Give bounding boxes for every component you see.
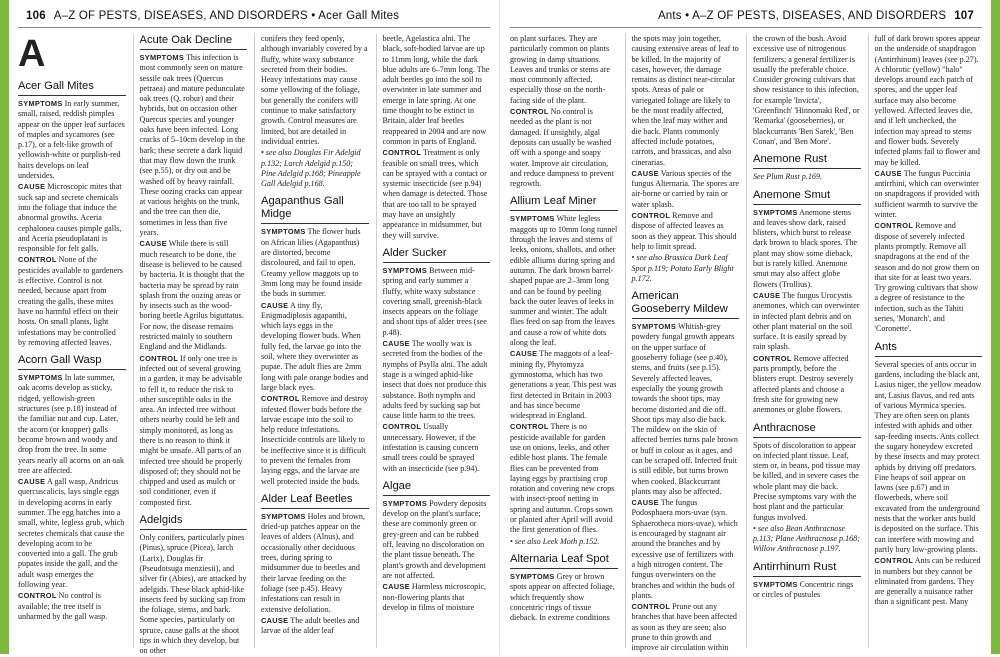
entry-paragraph [261, 616, 369, 637]
field-label: SYMPTOMS [261, 227, 306, 237]
paragraph-text: the crown of the bush. Avoid excessive use of nitrogenous fertilizers; a general fertilizer is usually the preferable choice. Consider growing cultivars that show resistance to this infection, for example 'Invicta', 'Greenfinch' 'Hinnomaki Red', or 'Remarka' (gooseberries), or blackcurrants 'Ben Sarek', 'Ben Conan', and 'Ben More'. [753, 34, 860, 146]
text-column [18, 34, 126, 648]
entry-heading: Ants [875, 341, 983, 357]
entry-paragraph [140, 354, 248, 508]
field-label: CONTROL [18, 255, 57, 265]
paragraph-text: Remove and destroy infested flower buds before the larvae escape into the soil to help reduce infestations. Insecticide controls are likely to be ineffective since it is difficult to prevent the females from laying eggs, and the larvae are well protected inside the buds. [261, 394, 369, 486]
entry-paragraph [753, 354, 861, 416]
entry-paragraph [18, 255, 126, 348]
entry-paragraph [261, 301, 369, 394]
paragraph-text: No control is available; the tree itself is unharmed by the gall wasp. [18, 591, 108, 621]
paragraph-text: • see also Douglas Fir Adelgid p.132; Larch Adelgid p.150; Pine Adelgid p.168; Pineapple Gall Adelgid p.168. [261, 148, 361, 189]
entry-paragraph [632, 34, 740, 168]
field-label: SYMPTOMS [382, 265, 428, 275]
text-column [868, 34, 983, 648]
paragraph-text: None of the pesticides available to gardeners is effective. Control is not needed, because apart from creating the galls, these mites have no harmful effect on their hosts. On small plants, light infestations may be controlled by removing affected leaves. [18, 255, 123, 347]
paragraph-text: Microscopic mites that suck sap and secrete chemicals into the foliage that induce the abnormal growths. Aceria cephalonea causes pimple galls, and Aceria pseudoplatani is responsible for felt galls. [18, 182, 122, 254]
entry-paragraph [875, 169, 983, 220]
entry-paragraph [510, 107, 618, 189]
text-column [254, 34, 369, 648]
text-column [376, 34, 491, 648]
entry-heading: Acute Oak Decline [140, 34, 248, 50]
field-label: CAUSE [874, 168, 902, 178]
paragraph-text: The woolly wax is secreted from the bodies of the nymphs of Psylla alni. The adult stage is a winged aphid-like insect that does not produce this substance. Both nymphs and adults feed by sucking sap but cause little harm to the trees. [382, 339, 488, 421]
paragraph-text: This infection is most commonly seen on mature sessile oak trees (Quercus petraea) and mature pedunculate oak trees (Q. robur) and their hybrids, but on occasion other Quercus species and younger oaks have been infected. Long cracks of 5–10cm develop in the bark; these secrete a dark liquid that may flow down the trunk (see p.55), or dry out and be washed off by heavy rainfall. These oozing cracks can appear at various heights on the trunk, and the tree can then die, sometimes in less than five years. [139, 53, 245, 238]
entry-heading: Agapanthus Gall Midge [261, 195, 369, 224]
entry-paragraph [753, 580, 861, 601]
paragraph-text: Various species of the fungus Alternaria. The spores are air-borne or carried by rain or water splash. [631, 168, 740, 209]
field-label: CONTROL [261, 394, 300, 404]
field-label: CONTROL [139, 353, 179, 363]
entry-paragraph [632, 169, 740, 210]
entry-heading: Alternaria Leaf Spot [510, 553, 618, 569]
field-label: CONTROL [631, 211, 671, 221]
paragraph-text: While there is still much research to be done, the disease is believed to be caused by bacteria. It is thought that the bacteria may be spread by rain splash from the oozing areas or by insects such as the wood-boring beetle Agrilus biguttatus. For now, the disease remains restricted mainly to southern England and the Midlands. [139, 239, 245, 352]
field-label: SYMPTOMS [382, 498, 428, 508]
paragraph-text: full of dark brown spores appear on the underside of snapdragon (Antirrhinum) leaves (see p.27). A chlorotic (yellow) "halo" develops around each patch of spores, and the upper leaf surface may also become yellowed. Affected leaves die, and if left unchecked, the infection may spread to stems and flower buds. Severely infected plants fail to flower and may be killed. [874, 34, 980, 167]
entry-heading: Allium Leaf Miner [510, 195, 618, 211]
field-label: CONTROL [753, 353, 792, 363]
paragraph-text: If only one tree is infected out of several growing in a garden, it may be advisable to fell it, to reduce the risk to other susceptible oaks in the area. An infected tree without others nearby could be left and simply monitored, as long as there is no reason to think it might be unsafe. All parts of an infected tree should be properly disposed of; they should not be chipped and used as mulch or soil conditioner, even if composted first. [139, 353, 243, 507]
paragraph-text: on plant surfaces. They are particularly common on plants growing in damp situations. Leaves and trunks or stems are most commonly affected, especially those on the north-facing side of the plant. [510, 34, 611, 105]
field-label: SYMPTOMS [753, 207, 798, 217]
entry-heading: Acer Gall Mites [18, 80, 126, 96]
entry-paragraph [875, 34, 983, 168]
field-label: CAUSE [139, 239, 167, 249]
paragraph-text: • see also Brassica Dark Leaf Spot p.119; Potato Early Blight p.172. [631, 253, 734, 283]
cross-reference [510, 537, 618, 547]
paragraph-text: Harmless microscopic, non-flowering plants that develop in films of moisture [382, 582, 487, 612]
entry-heading: Acorn Gall Wasp [18, 354, 126, 370]
entry-paragraph [753, 441, 861, 523]
paragraph-text: A gall wasp, Andricus quercuscalicis, lays single eggs in developing acorns in early summer. The egg hatches into a small, white, legless grub, which secretes chemicals that cause the developing acorn to be converted into a gall. The grub pupates inside the gall, and the adult wasp emerges the following year. [18, 477, 125, 590]
text-column [746, 34, 861, 648]
text-column [625, 34, 740, 653]
left-running-head [18, 10, 488, 28]
paragraph-text: In early summer, small, raised, reddish pimples appear on the upper leaf surfaces of maples and sycamores (see p.17), or a felt-like growth of yellowish-white or purplish-red hairs develops on leaf undersides. [18, 99, 125, 181]
entry-paragraph [632, 602, 740, 653]
field-label: CAUSE [510, 349, 538, 359]
field-label: CONTROL [382, 422, 422, 432]
paragraph-text: The fungus Podosphaera mors-uvae (syn. Sphaerotheca mors-uvae), which is encouraged by stagnant air around the branches and by excessive use of fertilizers with a high nitrogen content. The fungus overwinters on the branches and within the buds of plants. [631, 498, 738, 600]
entry-paragraph [140, 533, 248, 657]
entry-paragraph [18, 182, 126, 254]
right-header-rule [510, 27, 982, 28]
field-label: CAUSE [631, 498, 659, 508]
field-label: CAUSE [18, 477, 46, 487]
text-column [510, 34, 618, 648]
entry-heading: Anemone Rust [753, 153, 861, 169]
entry-paragraph [510, 214, 618, 348]
entry-paragraph [383, 339, 491, 421]
paragraph-text: Treatment is only feasible on small trees, which can be sprayed with a contact or systemic insecticide (see p.94) when damage is detected. Those that are too tall to be sprayed may have an unsightly appearance in midsummer, but they will survive. [382, 148, 488, 240]
entry-paragraph [510, 422, 618, 535]
entry-heading: American Gooseberry Mildew [632, 290, 740, 319]
entry-paragraph [383, 266, 491, 338]
field-label: SYMPTOMS [261, 511, 306, 521]
entry-paragraph [18, 591, 126, 622]
field-label: CAUSE [18, 182, 46, 192]
entry-paragraph [753, 34, 861, 147]
entry-paragraph [753, 291, 861, 353]
paragraph-text: beetle, Agelastica alni. The black, soft-bodied larvae are up to 11mm long, while the dark blue adults are 6–7mm long. The adult beetles go into the soil to overwinter in late summer and emerge in late spring. At one time thought to be extinct in Britain, alder leaf beetles reappeared in 2004 and are now common in parts of England. [382, 34, 490, 146]
paragraph-text: conifers they feed openly, although invariably covered by a fluffy, white waxy substance secreted from their bodies. Heavy infestations may cause some yellowing of the foliage, but generally the conifers will continue to make satisfactory growth. Control measures are limited, but are detailed in individual entries. [261, 34, 368, 146]
paragraph-text: • see also Leek Moth p.152. [510, 536, 600, 546]
entry-heading: Adelgids [140, 514, 248, 530]
paragraph-text: Spots of discoloration to appear on infected plant tissue. Leaf, stem or, in beans, pod tissue may be killed, and in severe cases the whole plant may die back. Precise symptoms vary with the host plant and the particular fungus involved. [753, 440, 861, 522]
entry-paragraph [510, 349, 618, 421]
entry-paragraph [875, 221, 983, 334]
entry-paragraph [18, 99, 126, 181]
entry-paragraph [632, 498, 740, 601]
section-letter: A [18, 33, 46, 75]
entry-paragraph [632, 322, 740, 497]
entry-paragraph [383, 499, 491, 581]
field-label: SYMPTOMS [139, 53, 185, 62]
field-label: CONTROL [510, 422, 549, 432]
cross-reference [261, 148, 369, 189]
paragraph-text: Remove and dispose of severely infected plants promptly. Remove all snapdragons at the end of the season and do not grow them on that site for at least two years. Try growing cultivars that show a degree of resistance to the infection, such as the Tahiti series, 'Monarch', and 'Coronette'. [874, 221, 980, 334]
entry-heading: Algae [383, 480, 491, 496]
entry-paragraph [383, 582, 491, 613]
entry-heading: Anthracnose [753, 422, 861, 438]
entry-paragraph [261, 512, 369, 615]
field-label: CAUSE [753, 290, 781, 300]
right-thumb-tab [991, 0, 1000, 654]
right-page [500, 0, 1000, 654]
entry-paragraph [875, 360, 983, 556]
entry-paragraph [875, 556, 983, 607]
field-label: CONTROL [18, 591, 57, 601]
paragraph-text: The fungus Puccinia antirrhini, which can overwinter on snapdragons if provided with sufficient warmth to survive the winter. [874, 168, 980, 220]
field-label: CONTROL [874, 556, 914, 566]
paragraph-text: See Plum Rust p.169. [753, 172, 823, 182]
left-page-number: 106 [26, 10, 46, 22]
field-label: CAUSE [631, 168, 659, 178]
paragraph-text: In late summer, oak acorns develop as sticky, ridged, yellowish-green structures (see p.18) instead of the familiar nut and cup. Later, the acorn (or knopper) galls become brown and woody and drop from the tree. In some years nearly all acorns on an oak tree are affected. [18, 373, 125, 475]
paragraph-text: Whitish-grey powdery fungal growth appears on the upper surface of gooseberry foliage (see p.40), stems, and fruits (see p.15). Severely affected leaves, especially the young growth towards the shoot tips, may become distorted and die off. Shoot tips may also die back. The mildew on the skin of affected berries turns pale brown or buff in colour as it ages, and can be scraped off. Infected fruit is still edible, but turns brown when cooked. Blackcurrant plants may also be affected. [631, 322, 738, 496]
field-label: CAUSE [382, 582, 410, 592]
paragraph-text: A tiny fly, Enigmadiplosis agapanthi, which lays eggs in the developing flower buds. When fully fed, the larvae go into the soil, where they overwinter as pupae. The adult flies are 2mm long with pale orange bodies and large black eyes. [261, 300, 369, 392]
entry-paragraph [261, 34, 369, 147]
paragraph-text: Holes and brown, dried-up patches appear on the leaves of alders (Alnus), and occasionally other deciduous trees, during spring to midsummer due to beetles and their larvae feeding on the foliage (see p.45). Heavy infestations can result in extensive defoliation. [261, 511, 365, 614]
entry-paragraph [261, 394, 369, 487]
paragraph-text: Ants can be reduced in numbers but they cannot be eliminated from gardens. They are generally a nuisance rather than a significant pest. Many [874, 556, 981, 607]
field-label: CONTROL [631, 602, 671, 612]
paragraph-text: Usually unnecessary. However, if the infestation is causing concern small trees could be sprayed with an insecticide (see p.94). [382, 422, 480, 473]
right-page-number: 107 [954, 10, 974, 22]
field-label: CONTROL [382, 148, 422, 158]
entry-heading: Anemone Smut [753, 189, 861, 205]
field-label: SYMPTOMS [510, 214, 555, 224]
field-label: SYMPTOMS [510, 571, 555, 581]
entry-paragraph [510, 572, 618, 623]
paragraph-text: Several species of ants occur in gardens, including the black ant, Lasius niger, the yellow meadow ant, Lasius flavus, and red ants of various Myrmica species. They are often seen on plants infested with aphids and other sap-feeding insects. Ants collect the sugary honeydew excreted by these insects and may protect aphids by driving off predators. Fine heaps of soil appear on lawns (see p.67) and in flowerbeds, where soil excavated from the underground nests that the worker ants build is deposited on the surface. This can interfere with mowing and partly bury low-growing plants. [874, 359, 982, 554]
cross-reference [632, 253, 740, 284]
entry-heading: Alder Leaf Beetles [261, 493, 369, 509]
entry-heading: Alder Sucker [383, 247, 491, 263]
entry-paragraph [18, 373, 126, 476]
entry-paragraph [383, 422, 491, 473]
paragraph-text: Only conifers, particularly pines (Pinus), spruce (Picea), larch (Larix), Douglas fir (Pseudotsuga menziesii), and silver fir (Abies), are attacked by adelgids. These black aphid-like insects feed by sucking sap from the foliage, stems, and bark. Some species, particularly on spruce, cause galls at the shoot tips in which they develop, but on other [139, 533, 247, 656]
entry-paragraph [383, 148, 491, 241]
paragraph-text: Prune out any branches that have been affected as soon as they are seen; also prune to thin growth and improve air circulation within [631, 602, 737, 653]
paragraph-text: The fungus Urocystis anemones, which can overwinter in infected plant debris and on other plant material on the soil surface. It is easily spread by rain splash. [753, 290, 860, 352]
paragraph-text: Remove affected parts promptly, before the blisters erupt. Destroy severely affected plants and choose a fresh site for growing new anemones or globe flowers. [753, 353, 854, 415]
left-running-title: A–Z OF PESTS, DISEASES, AND DISORDERS • Acer Gall Mites [53, 10, 400, 22]
field-label: CONTROL [510, 107, 549, 117]
entry-heading: Antirrhinum Rust [753, 561, 861, 577]
entry-paragraph [510, 34, 618, 106]
left-columns [18, 33, 490, 656]
entry-paragraph [18, 477, 126, 590]
paragraph-text: Grey or brown spots appear on affected foliage, which frequently show concentric rings of tissue dieback. In extreme conditions [510, 571, 615, 623]
paragraph-text: the spots may join together, causing extensive areas of leaf to be killed. In the majority of cases, however, the damage remains as distinct near-circular spots. Areas of pale or variegated foliage are likely to be the most readily affected, when the leaf may wither and die back. Plants commonly affected include potatoes, carrots, and brassicas, and also cinerarias. [631, 34, 739, 167]
left-page [0, 0, 500, 654]
field-label: CONTROL [874, 221, 914, 231]
cross-reference [753, 524, 861, 555]
entry-paragraph [632, 211, 740, 252]
field-label: SYMPTOMS [753, 579, 798, 589]
right-running-head [512, 10, 982, 28]
paragraph-text: Powdery deposits develop on the plant's surface; these are commonly green or grey-green and can be rubbed off, leaving no discoloration on the plant tissue beneath. The plant's growth and development are not affected. [382, 498, 487, 580]
field-label: SYMPTOMS [18, 99, 63, 108]
paragraph-text: The flower buds on African lilies (Agapanthus) are distorted, become discoloured, and fail to open. Creamy yellow maggots up to 3mm long may be found inside the buds in summer. [261, 227, 362, 299]
field-label: SYMPTOMS [631, 322, 677, 332]
right-running-title: Ants • A–Z OF PESTS, DISEASES, AND DISORDERS [657, 10, 947, 22]
right-columns [510, 34, 982, 653]
paragraph-text: The maggots of a leaf-mining fly, Phytomyza gymnostoma, which has two generations a year. This pest was first detected in Britain in 2003 and has since become widespread in England. [510, 349, 617, 421]
text-column [133, 34, 248, 656]
left-thumb-tab [0, 0, 9, 654]
paragraph-text: White legless maggots up to 10mm long tunnel through the leaves and stems of leeks, onions, shallots, and other edible alliums during spring and autumn. The dark brown barrel-shaped pupae are 2–3mm long and can be found by peeling back the outer leaves of leeks in summer and winter. The adult flies feed on sap from the leaves and cause a row of white dots along the leaf. [510, 214, 618, 348]
left-header-rule [18, 27, 490, 28]
cross-reference [753, 172, 861, 182]
field-label: CAUSE [261, 300, 289, 310]
paragraph-text: Concentric rings or circles of pustules [753, 579, 854, 600]
paragraph-text: • see also Bean Anthracnose p.113; Plane Anthracnose p.168; Willow Anthracnose p.197. [753, 523, 860, 554]
paragraph-text: Between mid-spring and early summer a fluffy, white waxy substance covering small, greenish-black insects appears on the foliage and shoot tips of alder trees (see p.48). [382, 265, 487, 337]
paragraph-text: Anemone stems and leaves show dark, raised blisters, which burst to release dark brown to black spores. The plant may show some dieback, but is rarely killed. Anemone smut may also affect globe flowers (Trollius). [753, 207, 858, 289]
paragraph-text: There is no pesticide available for garden use on onions, leeks, and other edible host plants. The female flies can be prevented from laying eggs by practising crop rotation and covering new crops with insect-proof netting in spring and autumn. Crops sown or planted after April will avoid the first generation of flies. [510, 422, 615, 535]
field-label: CAUSE [261, 615, 289, 625]
paragraph-text: Remove and dispose of affected leaves as soon as they appear. This should help to limit spread. [631, 211, 737, 251]
field-label: CAUSE [382, 339, 410, 349]
entry-paragraph [261, 227, 369, 299]
paragraph-text: The adult beetles and larvae of the alder leaf [261, 615, 360, 636]
entry-paragraph [753, 208, 861, 290]
entry-paragraph [140, 53, 248, 238]
paragraph-text: No control is needed as the plant is not damaged. If unsightly, algal deposits can usually be washed off with a sponge and soapy water. Improve air circulation, and reduce dampness to prevent regrowth. [510, 107, 614, 189]
field-label: SYMPTOMS [18, 373, 63, 383]
entry-paragraph [383, 34, 491, 147]
entry-paragraph [140, 239, 248, 352]
